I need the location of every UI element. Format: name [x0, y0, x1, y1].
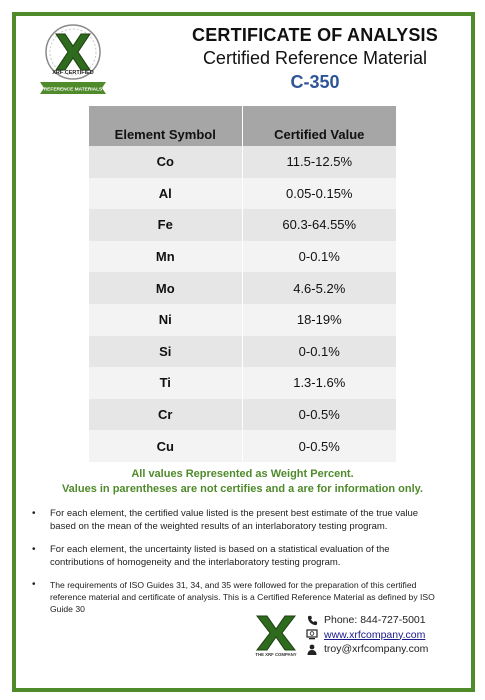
material-code: C-350	[290, 72, 340, 92]
certified-value: 18-19%	[243, 304, 397, 336]
certified-value: 1.3-1.6%	[243, 367, 397, 399]
table-row	[89, 178, 396, 210]
table-row	[89, 304, 396, 336]
element-symbol: Cu	[89, 430, 243, 462]
weight-percent-notes	[40, 467, 445, 497]
table-row	[89, 272, 396, 304]
logo-brand-text: XRF CERTIFIED	[52, 70, 94, 76]
logo-ribbon-text: REFERENCE MATERIALS	[43, 87, 103, 93]
email-address[interactable]: troy@xrfcompany.com	[324, 643, 429, 655]
certified-value: 60.3-64.55%	[243, 209, 397, 241]
element-symbol: Mn	[89, 241, 243, 273]
certified-value: 0.05-0.15%	[243, 178, 397, 210]
column-header-symbol: Element Symbol	[89, 106, 243, 146]
page-subtitle: Certified Reference Material	[202, 48, 428, 68]
list-item: • For each element, the uncertainty listed is based on a statistical evaluation of the contributions of homogeneity and the interlaboratory testing program.	[32, 543, 444, 569]
certified-value: 0-0.5%	[243, 399, 397, 431]
person-icon	[304, 644, 320, 655]
certified-value: 0-0.1%	[243, 336, 397, 368]
column-header-value: Certified Value	[243, 106, 397, 146]
element-symbol: Al	[89, 178, 243, 210]
table-row	[89, 367, 396, 399]
website-row	[304, 628, 428, 643]
note-line-1: All values Represented as Weight Percent.	[131, 468, 354, 480]
email-row	[304, 642, 428, 657]
certified-value: 0-0.1%	[243, 241, 397, 273]
table-row	[89, 241, 396, 273]
list-item: • The requirements of ISO Guides 31, 34, and 35 were followed for the preparation of this certified reference material and certificate of analysis. This is a Certified Reference Material as defined by ISO Guide 30	[32, 579, 444, 615]
xrf-certified-logo	[34, 22, 112, 96]
table-row	[89, 146, 396, 178]
table-header-row	[89, 106, 396, 146]
contact-info	[304, 613, 428, 657]
table-row	[89, 209, 396, 241]
phone-icon	[304, 615, 320, 626]
certified-value: 11.5-12.5%	[243, 146, 397, 178]
table-row	[89, 399, 396, 431]
phone-row	[304, 613, 428, 628]
note-line-2: Values in parentheses are not certifies and a are for information only.	[61, 483, 424, 495]
element-symbol: Si	[89, 336, 243, 368]
element-symbol: Fe	[89, 209, 243, 241]
website-link[interactable]: www.xrfcompany.com	[324, 628, 426, 641]
table-row	[89, 336, 396, 368]
element-symbol: Ti	[89, 367, 243, 399]
certification-notes-list	[32, 507, 444, 625]
certificate-header	[180, 24, 450, 94]
page-title: CERTIFICATE OF ANALYSIS	[192, 25, 438, 45]
company-logo-text: THE XRF COMPANY	[255, 652, 297, 657]
list-item: • For each element, the certified value listed is the present best estimate of the true value based on the mean of the weighted results of an interlaboratory testing program.	[32, 507, 444, 533]
table-row	[89, 430, 396, 462]
element-symbol: Mo	[89, 272, 243, 304]
element-symbol: Ni	[89, 304, 243, 336]
xrf-company-logo	[253, 614, 299, 658]
certified-value: 4.6-5.2%	[243, 272, 397, 304]
element-symbol: Cr	[89, 399, 243, 431]
phone-number: Phone: 844-727-5001	[324, 614, 426, 626]
composition-table	[89, 106, 396, 462]
element-symbol: Co	[89, 146, 243, 178]
certified-value: 0-0.5%	[243, 430, 397, 462]
web-icon	[304, 629, 320, 640]
